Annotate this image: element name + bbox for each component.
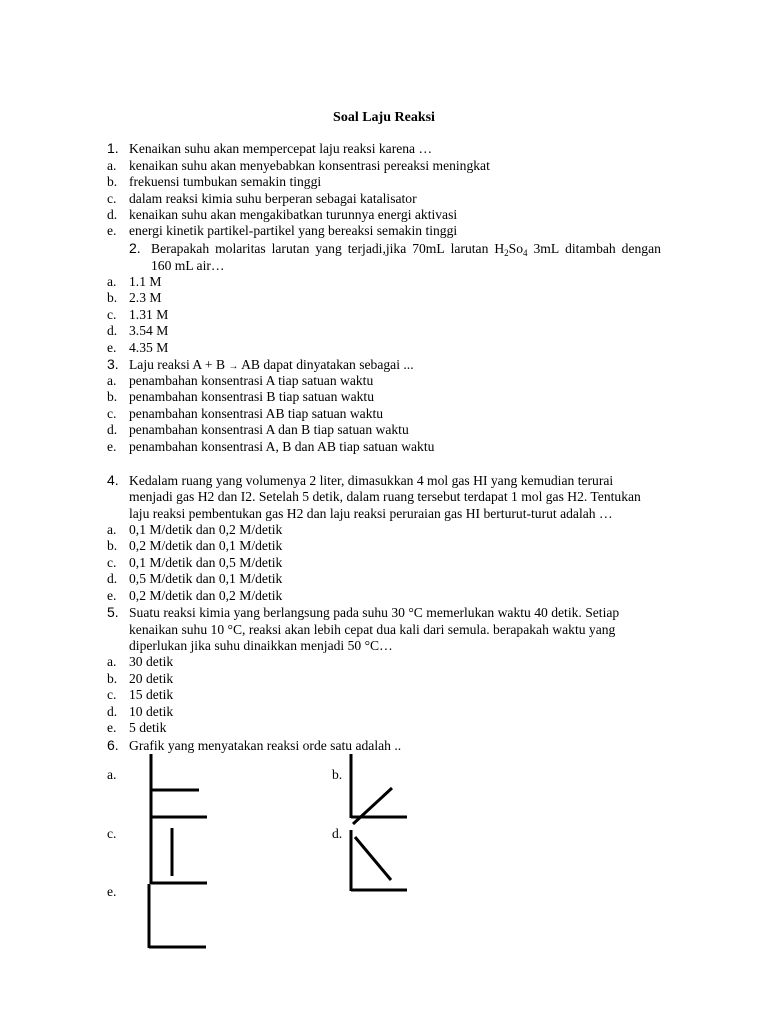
option-label: c. (107, 555, 117, 570)
option-text: 30 detik (129, 654, 174, 669)
option-text: frekuensi tumbukan semakin tinggi (129, 174, 322, 189)
option-label: d. (107, 323, 118, 338)
question-text: laju reaksi pembentukan gas H2 dan laju reaksi peruraian gas HI berturut-turut adalah … (129, 506, 613, 521)
option-text: 3.54 M (129, 323, 169, 338)
option-text: penambahan konsentrasi B tiap satuan waktu (129, 389, 374, 404)
question-text: Laju reaksi A + B → AB dapat dinyatakan sebagai ... (129, 357, 414, 372)
word: larutan (271, 241, 310, 256)
option-label: d. (107, 207, 118, 222)
option-label: a. (107, 654, 117, 669)
option-label: d. (107, 571, 118, 586)
option-label: b. (107, 671, 118, 686)
option-text: 0,2 M/detik dan 0,1 M/detik (129, 538, 283, 553)
option-label: d. (107, 422, 118, 437)
word: yang (315, 241, 342, 256)
option-text: 4.35 M (129, 340, 169, 355)
option-text: 5 detik (129, 720, 167, 735)
graph-d (351, 830, 407, 891)
option-text: 15 detik (129, 687, 174, 702)
option-text: penambahan konsentrasi A, B dan AB tiap satuan waktu (129, 439, 435, 454)
option-label: e. (107, 439, 117, 454)
option-text: kenaikan suhu akan mengakibatkan turunnya energi aktivasi (129, 207, 458, 222)
option-text: energi kinetik partikel-partikel yang bereaksi semakin tinggi (129, 223, 458, 238)
option-label: a. (107, 522, 117, 537)
question-number: 2. (129, 240, 141, 256)
chemical-formula: $H_2So_4$ (494, 241, 528, 258)
option-label: e. (107, 588, 117, 603)
question-number: 4. (107, 472, 119, 488)
question-number: 5. (107, 604, 119, 620)
option-label: d. (107, 704, 118, 719)
option-text: 0,1 M/detik dan 0,5 M/detik (129, 555, 283, 570)
option-label: a. (107, 373, 117, 388)
word: larutan (450, 241, 489, 256)
option-label: e. (107, 223, 117, 238)
question-text: menjadi gas H2 dan I2. Setelah 5 detik, dalam ruang tersebut terdapat 1 mol gas H2. Tentukan (129, 489, 641, 504)
option-label: b. (107, 174, 118, 189)
option-text: 1.31 M (129, 307, 169, 322)
word: dengan (621, 241, 661, 256)
word: 70mL (412, 241, 445, 256)
option-label: c. (107, 406, 117, 421)
question-number: 1. (107, 140, 119, 156)
graph-a (151, 754, 207, 818)
option-label: c. (107, 191, 117, 206)
option-text: 2.3 M (129, 290, 162, 305)
graph-c (151, 818, 207, 884)
option-label: c. (107, 307, 117, 322)
option-text: 10 detik (129, 704, 174, 719)
word: molaritas (215, 241, 266, 256)
option-label: a. (107, 274, 117, 289)
question-text: Suatu reaksi kimia yang berlangsung pada suhu 30 °C memerlukan waktu 40 detik. Setiap (129, 605, 620, 620)
question-text: diperlukan jika suhu dinaikkan menjadi 50 °C… (129, 638, 393, 653)
question-text: Kenaikan suhu akan mempercepat laju reaksi karena … (129, 141, 433, 156)
arrow-icon: → (228, 361, 239, 372)
option-text: 1.1 M (129, 274, 162, 289)
option-label: c. (107, 826, 117, 841)
option-label: c. (107, 687, 117, 702)
option-text: 0,2 M/detik dan 0,2 M/detik (129, 588, 283, 603)
option-label: b. (107, 389, 118, 404)
option-label: b. (107, 538, 118, 553)
option-text: penambahan konsentrasi A dan B tiap satuan waktu (129, 422, 409, 437)
question-text: 160 mL air… (151, 258, 225, 273)
graph-b (351, 754, 407, 824)
word: Berapakah (151, 241, 210, 256)
option-text: dalam reaksi kimia suhu berperan sebagai katalisator (129, 191, 417, 206)
option-label: b. (332, 767, 343, 782)
option-text: kenaikan suhu akan menyebabkan konsentrasi pereaksi meningkat (129, 158, 490, 173)
question-number: 3. (107, 356, 119, 372)
option-label: e. (107, 884, 117, 899)
option-label: e. (107, 340, 117, 355)
option-text: penambahan konsentrasi A tiap satuan waktu (129, 373, 374, 388)
word: 3mL (533, 241, 560, 256)
option-label: e. (107, 720, 117, 735)
option-label: a. (107, 767, 117, 782)
word: ditambah (565, 241, 616, 256)
document-title: Soal Laju Reaksi (333, 110, 435, 125)
option-label: b. (107, 290, 118, 305)
graph-e (149, 884, 206, 948)
question-number: 6. (107, 737, 119, 753)
word: terjadi,jika (347, 241, 407, 256)
question-text: Grafik yang menyatakan reaksi orde satu adalah .. (129, 738, 402, 753)
option-label: a. (107, 158, 117, 173)
question-text: Kedalam ruang yang volumenya 2 liter, dimasukkan 4 mol gas HI yang kemudian terurai (129, 473, 614, 488)
option-text: 20 detik (129, 671, 174, 686)
option-text: 0,5 M/detik dan 0,1 M/detik (129, 571, 283, 586)
option-text: penambahan konsentrasi AB tiap satuan waktu (129, 406, 384, 421)
question-text: kenaikan suhu 10 °C, reaksi akan lebih cepat dua kali dari semula. berapakah waktu yang (129, 622, 616, 637)
option-text: 0,1 M/detik dan 0,2 M/detik (129, 522, 283, 537)
option-label: d. (332, 826, 343, 841)
